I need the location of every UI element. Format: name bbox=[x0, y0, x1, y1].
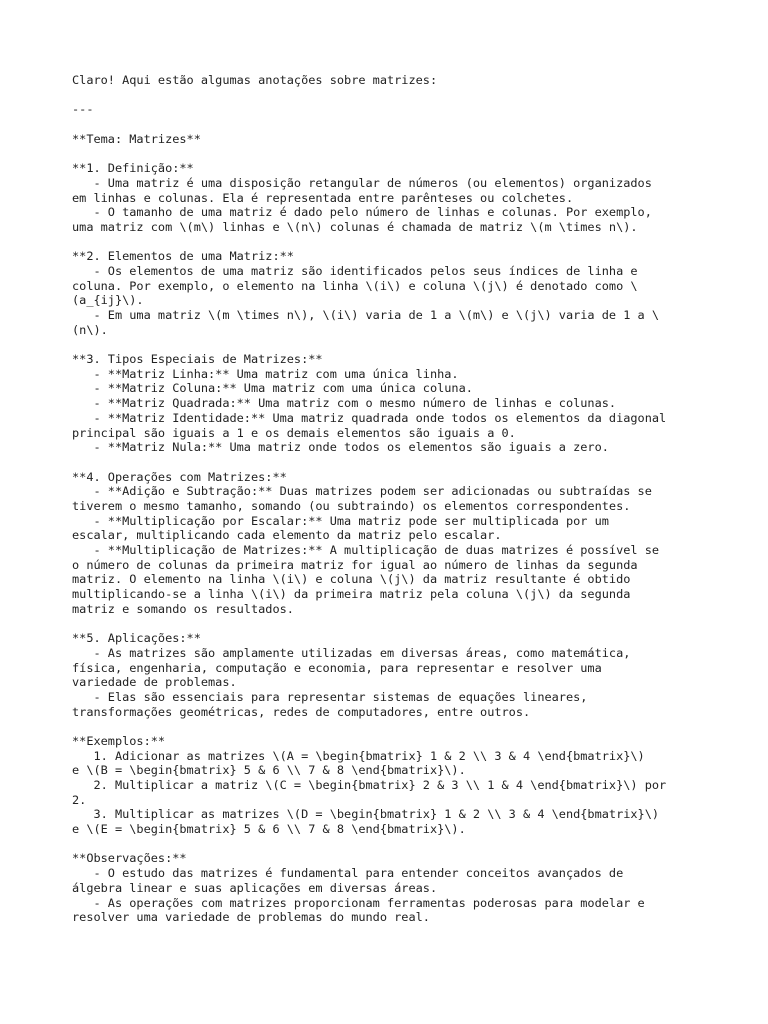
text-line: **3. Tipos Especiais de Matrizes:** bbox=[72, 352, 323, 367]
text-line: **1. Definição:** bbox=[72, 161, 194, 176]
text-line: multiplicando-se a linha \(i\) da primeira matriz pela coluna \(j\) da segunda bbox=[72, 587, 631, 602]
text-line: - Uma matriz é uma disposição retangular de números (ou elementos) organizados bbox=[72, 175, 652, 190]
text-line: - **Matriz Coluna:** Uma matriz com uma única coluna. bbox=[72, 381, 473, 396]
text-line: variedade de problemas. bbox=[72, 675, 237, 690]
text-line: 2. Multiplicar a matriz \(C = \begin{bmatrix} 2 & 3 \\ 1 & 4 \end{bmatrix}\) por bbox=[72, 778, 667, 792]
blank-line bbox=[72, 117, 702, 132]
text-line: 2. bbox=[72, 792, 87, 807]
text-line: matriz. O elemento na linha \(i\) e coluna \(j\) da matriz resultante é obtido bbox=[72, 572, 631, 587]
text-line: - **Matriz Nula:** Uma matriz onde todos os elementos são iguais a zero. bbox=[72, 440, 609, 455]
blank-line bbox=[72, 455, 702, 470]
text-line: matriz e somando os resultados. bbox=[72, 601, 294, 616]
blank-line bbox=[72, 146, 702, 161]
blank-line bbox=[72, 616, 702, 631]
text-line: principal são iguais a 1 e os demais elementos são iguais a 0. bbox=[72, 425, 516, 440]
text-line: 1. Adicionar as matrizes \(A = \begin{bmatrix} 1 & 2 \\ 3 & 4 \end{bmatrix}\) bbox=[72, 748, 645, 763]
text-line: uma matriz com \(m\) linhas e \(n\) colunas é chamada de matriz \(m \times n\). bbox=[72, 219, 638, 234]
text-line: --- bbox=[72, 102, 94, 117]
text-line: escalar, multiplicando cada elemento da matriz pelo escalar. bbox=[72, 528, 502, 543]
document-page bbox=[72, 73, 702, 925]
text-line: **2. Elementos de uma Matriz:** bbox=[72, 249, 294, 264]
text-line: (n\). bbox=[72, 322, 108, 337]
text-line: - **Multiplicação de Matrizes:** A multiplicação de duas matrizes é possível se bbox=[72, 543, 660, 557]
text-line: **Tema: Matrizes** bbox=[72, 131, 201, 146]
text-line: o número de colunas da primeira matriz for igual ao número de linhas da segunda bbox=[72, 557, 638, 572]
text-line: resolver uma variedade de problemas do mundo real. bbox=[72, 910, 430, 925]
text-line: transformações geométricas, redes de computadores, entre outros. bbox=[72, 704, 531, 719]
text-line: **4. Operações com Matrizes:** bbox=[72, 469, 287, 484]
text-line: - Elas são essenciais para representar sistemas de equações lineares, bbox=[72, 689, 588, 704]
text-line: álgebra linear e suas aplicações em diversas áreas. bbox=[72, 880, 438, 895]
blank-line bbox=[72, 837, 702, 852]
blank-line bbox=[72, 719, 702, 734]
text-line: - As operações com matrizes proporcionam ferramentas poderosas para modelar e bbox=[72, 895, 645, 910]
text-line: - **Adição e Subtração:** Duas matrizes podem ser adicionadas ou subtraídas se bbox=[72, 484, 652, 499]
text-line: - Em uma matriz \(m \times n\), \(i\) varia de 1 a \(m\) e \(j\) varia de 1 a \ bbox=[72, 308, 660, 322]
blank-line bbox=[72, 235, 702, 250]
text-line: - O estudo das matrizes é fundamental para entender conceitos avançados de bbox=[72, 866, 624, 881]
blank-line bbox=[72, 88, 702, 103]
text-line: (a_{ij}\). bbox=[72, 293, 144, 308]
text-line: **5. Aplicações:** bbox=[72, 631, 201, 646]
text-line: - **Matriz Identidade:** Uma matriz quadrada onde todos os elementos da diagonal bbox=[72, 410, 667, 425]
text-line: em linhas e colunas. Ela é representada entre parênteses ou colchetes. bbox=[72, 190, 574, 205]
text-line: - **Matriz Linha:** Uma matriz com uma única linha. bbox=[72, 366, 459, 381]
text-line: Claro! Aqui estão algumas anotações sobre matrizes: bbox=[72, 73, 438, 87]
text-line: 3. Multiplicar as matrizes \(D = \begin{bmatrix} 1 & 2 \\ 3 & 4 \end{bmatrix}\) bbox=[72, 807, 660, 822]
text-line: e \(B = \begin{bmatrix} 5 & 6 \\ 7 & 8 \end{bmatrix}\). bbox=[72, 763, 466, 778]
text-line: **Observações:** bbox=[72, 851, 187, 866]
text-line: - **Matriz Quadrada:** Uma matriz com o mesmo número de linhas e colunas. bbox=[72, 396, 617, 411]
blank-line bbox=[72, 337, 702, 352]
text-line: física, engenharia, computação e economia, para representar e resolver uma bbox=[72, 660, 602, 675]
text-line: **Exemplos:** bbox=[72, 733, 166, 748]
text-line: - As matrizes são amplamente utilizadas em diversas áreas, como matemática, bbox=[72, 645, 631, 660]
text-line: - **Multiplicação por Escalar:** Uma matriz pode ser multiplicada por um bbox=[72, 513, 609, 528]
text-line: coluna. Por exemplo, o elemento na linha \(i\) e coluna \(j\) é denotado como \ bbox=[72, 278, 638, 293]
text-line: tiverem o mesmo tamanho, somando (ou subtraindo) os elementos correspondentes. bbox=[72, 498, 631, 513]
text-line: e \(E = \begin{bmatrix} 5 & 6 \\ 7 & 8 \end{bmatrix}\). bbox=[72, 822, 466, 837]
text-line: - Os elementos de uma matriz são identificados pelos seus índices de linha e bbox=[72, 263, 638, 278]
text-line: - O tamanho de uma matriz é dado pelo número de linhas e colunas. Por exemplo, bbox=[72, 205, 652, 220]
